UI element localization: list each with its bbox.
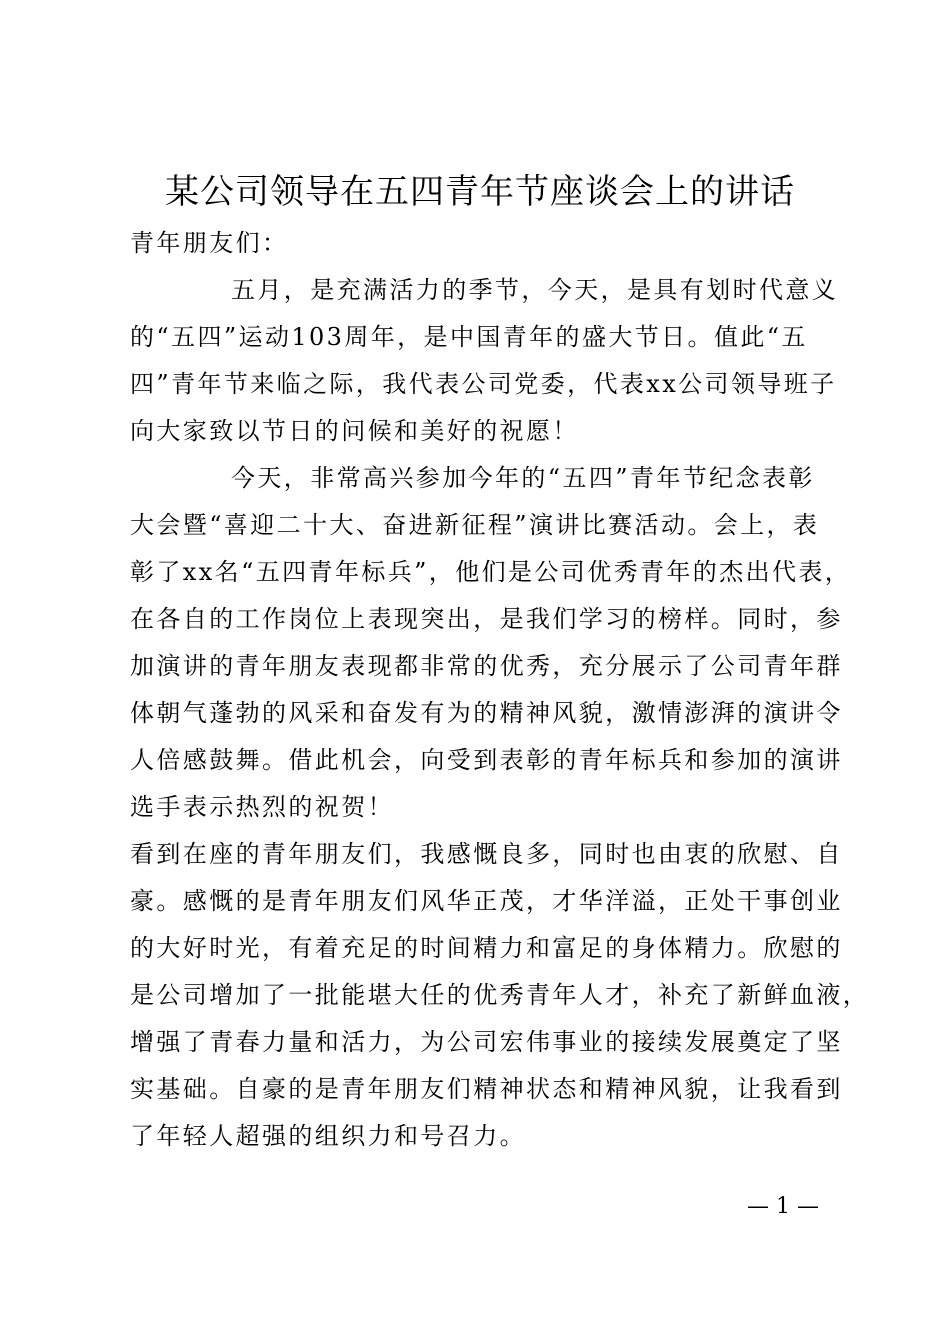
paragraph-1-line-4: 向大家致以节日的问候和美好的祝愿！ <box>130 417 579 445</box>
paragraph-2-line-7: 人倍感鼓舞。借此机会，向受到表彰的青年标兵和参加的演讲 <box>130 746 843 774</box>
greeting: 青年朋友们： <box>130 229 289 257</box>
paragraph-3-line-4: 是公司增加了一批能堪大任的优秀青年人才，补充了新鲜血液， <box>130 981 870 1009</box>
paragraph-3-line-3: 的大好时光，有着充足的时间精力和富足的身体精力。欣慰的 <box>130 934 843 962</box>
paragraph-3-line-2: 豪。感慨的是青年朋友们风华正茂，才华洋溢，正处干事创业 <box>130 887 843 915</box>
paragraph-1-line-1: 五月，是充满活力的季节，今天，是具有划时代意义 <box>231 276 839 304</box>
paragraph-2-line-3: 彰了xx名“五四青年标兵”，他们是公司优秀青年的杰出代表， <box>130 558 852 586</box>
paragraph-2-line-8: 选手表示热烈的祝贺！ <box>130 793 394 821</box>
paragraph-2-line-6: 体朝气蓬勃的风采和奋发有为的精神风貌，激情澎湃的演讲令 <box>130 699 843 727</box>
paragraph-2-line-1: 今天，非常高兴参加今年的“五四”青年节纪念表彰 <box>231 464 815 492</box>
paragraph-2-line-2: 大会暨“喜迎二十大、奋进新征程”演讲比赛活动。会上，表 <box>130 511 820 539</box>
paragraph-3-line-5: 增强了青春力量和活力，为公司宏伟事业的接续发展奠定了坚 <box>130 1028 843 1056</box>
paragraph-1-line-3: 四”青年节来临之际，我代表公司党委，代表xx公司领导班子 <box>130 370 837 398</box>
page-title: 某公司领导在五四青年节座谈会上的讲话 <box>165 172 795 212</box>
paragraph-2-line-4: 在各自的工作岗位上表现突出，是我们学习的榜样。同时，参 <box>130 605 843 633</box>
page-number: — 1 — <box>747 1194 819 1219</box>
paragraph-2-line-5: 加演讲的青年朋友表现都非常的优秀，充分展示了公司青年群 <box>130 652 843 680</box>
paragraph-3-line-7: 了年轻人超强的组织力和号召力。 <box>130 1122 526 1150</box>
paragraph-1-line-2: 的“五四”运动103周年，是中国青年的盛大节日。值此“五 <box>130 323 808 351</box>
paragraph-3-line-6: 实基础。自豪的是青年朋友们精神状态和精神风貌，让我看到 <box>130 1075 843 1103</box>
paragraph-3-line-1: 看到在座的青年朋友们，我感慨良多，同时也由衷的欣慰、自 <box>130 840 843 868</box>
